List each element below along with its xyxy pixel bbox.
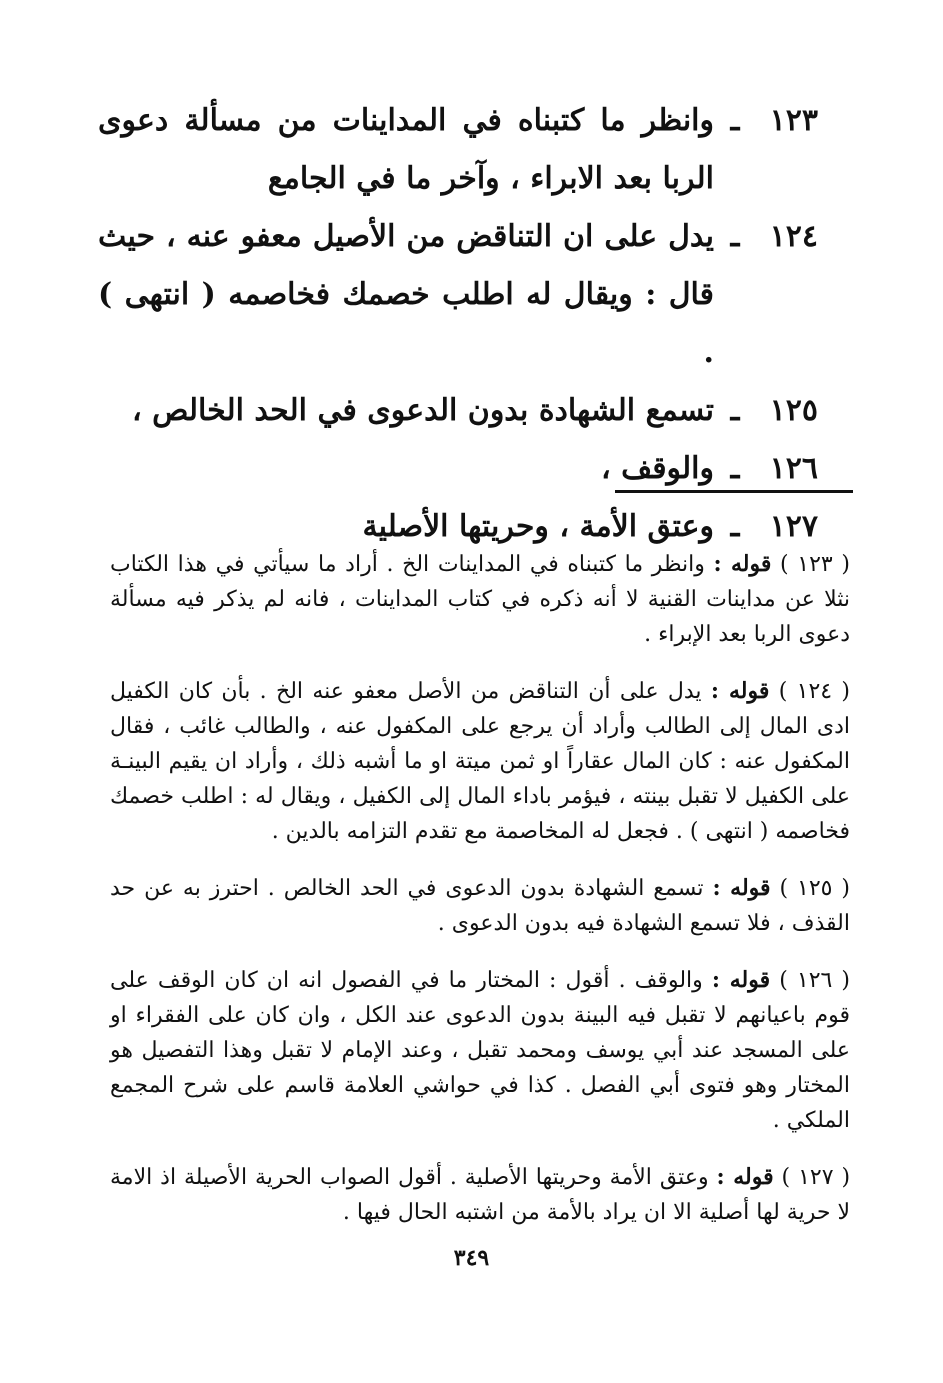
verse-125: [98, 382, 818, 440]
note-127: [110, 1160, 850, 1230]
verse-dash: ـ: [730, 103, 740, 138]
verse-text: وانظر ما كتبناه في المداينات من مسألة دعوى الربا بعد الابراء ، وآخر ما في الجامع: [98, 103, 714, 196]
note-keyword: قوله :: [712, 875, 771, 901]
verse-dash: ـ: [730, 451, 740, 486]
note-123: [110, 547, 850, 652]
note-text: والوقف . أقول : المختار ما في الفصول انه ان كان الوقف على قوم باعيانهم لا تقبل فيه البينة بدون الدعوى عند الكل ، وان كان على الفقراء او على المسجد عند أبي يوسف ومحمد تقبل ، وعند الإمام لا تقبل وهذا التفصيل هو المختار وهو فتوى أبي الفصل . كذا في حواشي العلامة قاسم على شرح المجمع الملكي .: [110, 968, 851, 1133]
note-number: ( ١٢٧ ): [781, 1165, 851, 1190]
verse-text: يدل على ان التناقض من الأصيل معفو عنه ، حيث قال : ويقال له اطلب خصمك فخاصمه ( انتهى ) .: [98, 219, 714, 370]
main-text: [98, 92, 818, 556]
verse-123: [98, 92, 818, 208]
note-number: ( ١٢٥ ): [779, 876, 851, 901]
footnote-separator: [615, 490, 853, 493]
page-number: ٣٤٩: [453, 1245, 490, 1271]
verse-number: ١٢٥: [769, 393, 818, 428]
verse-dash: ـ: [730, 509, 740, 544]
note-text: وانظر ما كتبناه في المداينات الخ . أراد ما سيأتي في هذا الكتاب نثلا عن مداينات القنية لا أنه ذكره في كتاب المداينات ، فانه لم يذكر فيه مسألة دعوى الربا بعد الإبراء .: [110, 552, 850, 647]
verse-text: وعتق الأمة ، وحريتها الأصلية: [362, 509, 714, 544]
note-keyword: قوله :: [716, 1164, 774, 1190]
verse-number: ١٢٣: [769, 103, 818, 138]
verse-text: تسمع الشهادة بدون الدعوى في الحد الخالص ،: [131, 393, 714, 428]
note-text: تسمع الشهادة بدون الدعوى في الحد الخالص . احترز به عن حد القذف ، فلا تسمع الشهادة فيه بدون الدعوى .: [110, 876, 850, 936]
footnotes: [110, 525, 850, 1238]
verse-dash: ـ: [730, 219, 740, 254]
note-number: ( ١٢٦ ): [779, 968, 851, 993]
verse-number: ١٢٤: [769, 219, 818, 254]
note-124: [110, 674, 850, 849]
note-keyword: قوله :: [711, 967, 771, 993]
note-126: [110, 963, 850, 1138]
verse-number: ١٢٧: [769, 509, 818, 544]
note-keyword: قوله :: [713, 551, 772, 577]
note-text: وعتق الأمة وحريتها الأصلية . أقول الصواب الحرية الأصيلة اذ الامة لا حرية لها أصلية الا ان يراد بالأمة من اشتبه الحال فيها .: [110, 1165, 850, 1225]
note-number: ( ١٢٤ ): [778, 679, 851, 704]
note-keyword: قوله :: [710, 678, 770, 704]
note-number: ( ١٢٣ ): [780, 552, 850, 577]
note-text: يدل على أن التناقض من الأصل معفو عنه الخ . بأن كان الكفيل ادى المال إلى الطالب وأراد أن يرجع على المكفول عنه ، والطالب غائب ، فقال المكفول عنه : كان المال عقاراً او ثمن ميتة او ما أشبه ذلك ، وأراد ان يقيم البينـة على الكفيل لا تقبل بينته ، فيؤمر باداء المال إلى الكفيل ، ويقال له : اطلب خصمك فخاصمه ( انتهى ) . فجعل له المخاصمة مع تقدم التزامه بالدين .: [110, 679, 850, 844]
verse-dash: ـ: [730, 393, 740, 428]
note-125: [110, 871, 850, 941]
verse-number: ١٢٦: [769, 451, 818, 486]
verse-124: [98, 208, 818, 382]
verse-text: والوقف ،: [601, 451, 714, 486]
